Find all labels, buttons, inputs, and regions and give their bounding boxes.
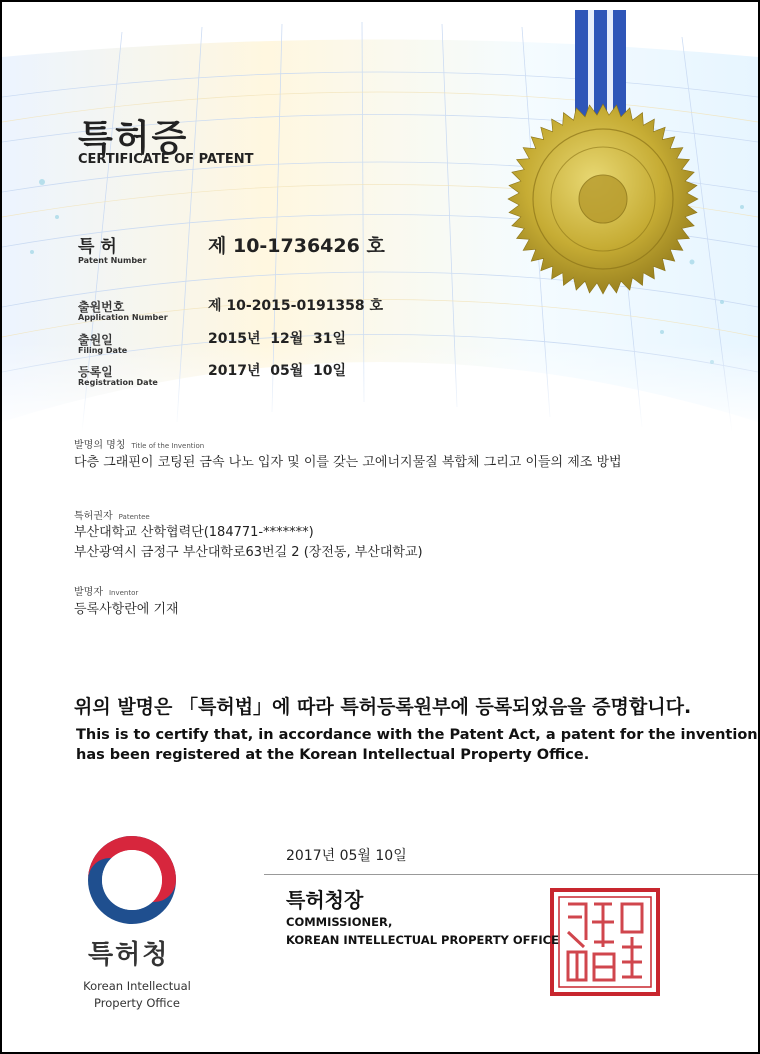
patent-number-value: 제 10-1736426 호 <box>208 235 385 257</box>
patentee-label: 특허권자 <box>74 511 113 522</box>
patent-number-label: 특 허 <box>78 237 117 257</box>
certification-en-line1: This is to certify that, in accordance with the Patent Act, a patent for the invention <box>76 727 758 743</box>
certificate-title-en: CERTIFICATE OF PATENT <box>78 152 254 167</box>
ribbon <box>575 10 626 120</box>
application-number-label: 출원번호 <box>78 300 125 314</box>
filing-date-label-en: Filing Date <box>78 346 128 355</box>
office-name-ko: 특허청 <box>88 940 170 970</box>
inventor-heading <box>74 580 138 599</box>
certification-en-line2: has been registered at the Korean Intellectual Property Office. <box>76 747 590 763</box>
patentee-label-en: Patentee <box>118 513 150 521</box>
commissioner-title-ko: 특허청장 <box>286 888 364 912</box>
commissioner-title-en <box>286 913 559 949</box>
application-number-value: 제 10-2015-0191358 호 <box>208 298 384 314</box>
inventor-label: 발명자 <box>74 587 103 598</box>
patent-number-label-en: Patent Number <box>78 256 147 265</box>
official-seal-stamp <box>552 890 658 994</box>
registration-date-label-en: Registration Date <box>78 378 158 387</box>
filing-date-label: 출원일 <box>78 333 113 347</box>
inventor-value: 등록사항란에 기재 <box>74 602 179 617</box>
certificate-title: 특허증 <box>78 118 189 159</box>
application-number-label-en: Application Number <box>78 313 168 322</box>
invention-title-label-en: Title of the Invention <box>131 442 205 450</box>
taegeuk-logo-icon <box>88 836 176 924</box>
patentee-name: 부산대학교 산학협력단(184771-*******) <box>74 525 314 540</box>
invention-title-label: 발명의 명칭 <box>74 440 126 451</box>
issue-date: 2017년 05월 10일 <box>286 848 407 864</box>
inventor-label-en: Inventor <box>108 589 139 597</box>
filing-date-value: 2015년 12월 31일 <box>208 331 346 347</box>
invention-title-value: 다층 그래핀이 코팅된 금속 나노 입자 및 이를 갖는 고에너지물질 복합체 그리고 이들의 제조 방법 <box>74 455 622 470</box>
divider <box>264 874 758 875</box>
office-name-en: Korean Intellectual Property Office <box>83 979 191 1010</box>
invention-title-heading <box>74 433 204 452</box>
commissioner-en-line1: COMMISSIONER, <box>286 915 393 929</box>
patentee-address: 부산광역시 금정구 부산대학로63번길 2 (장전동, 부산대학교) <box>74 545 423 560</box>
registration-date-label: 등록일 <box>78 365 113 379</box>
commissioner-en-line2: KOREAN INTELLECTUAL PROPERTY OFFICE <box>286 933 559 947</box>
certification-statement-ko: 위의 발명은 「특허법」에 따라 특허등록원부에 등록되었음을 증명합니다. <box>74 696 692 718</box>
registration-date-value: 2017년 05월 10일 <box>208 363 346 379</box>
certification-statement-en <box>76 725 758 765</box>
